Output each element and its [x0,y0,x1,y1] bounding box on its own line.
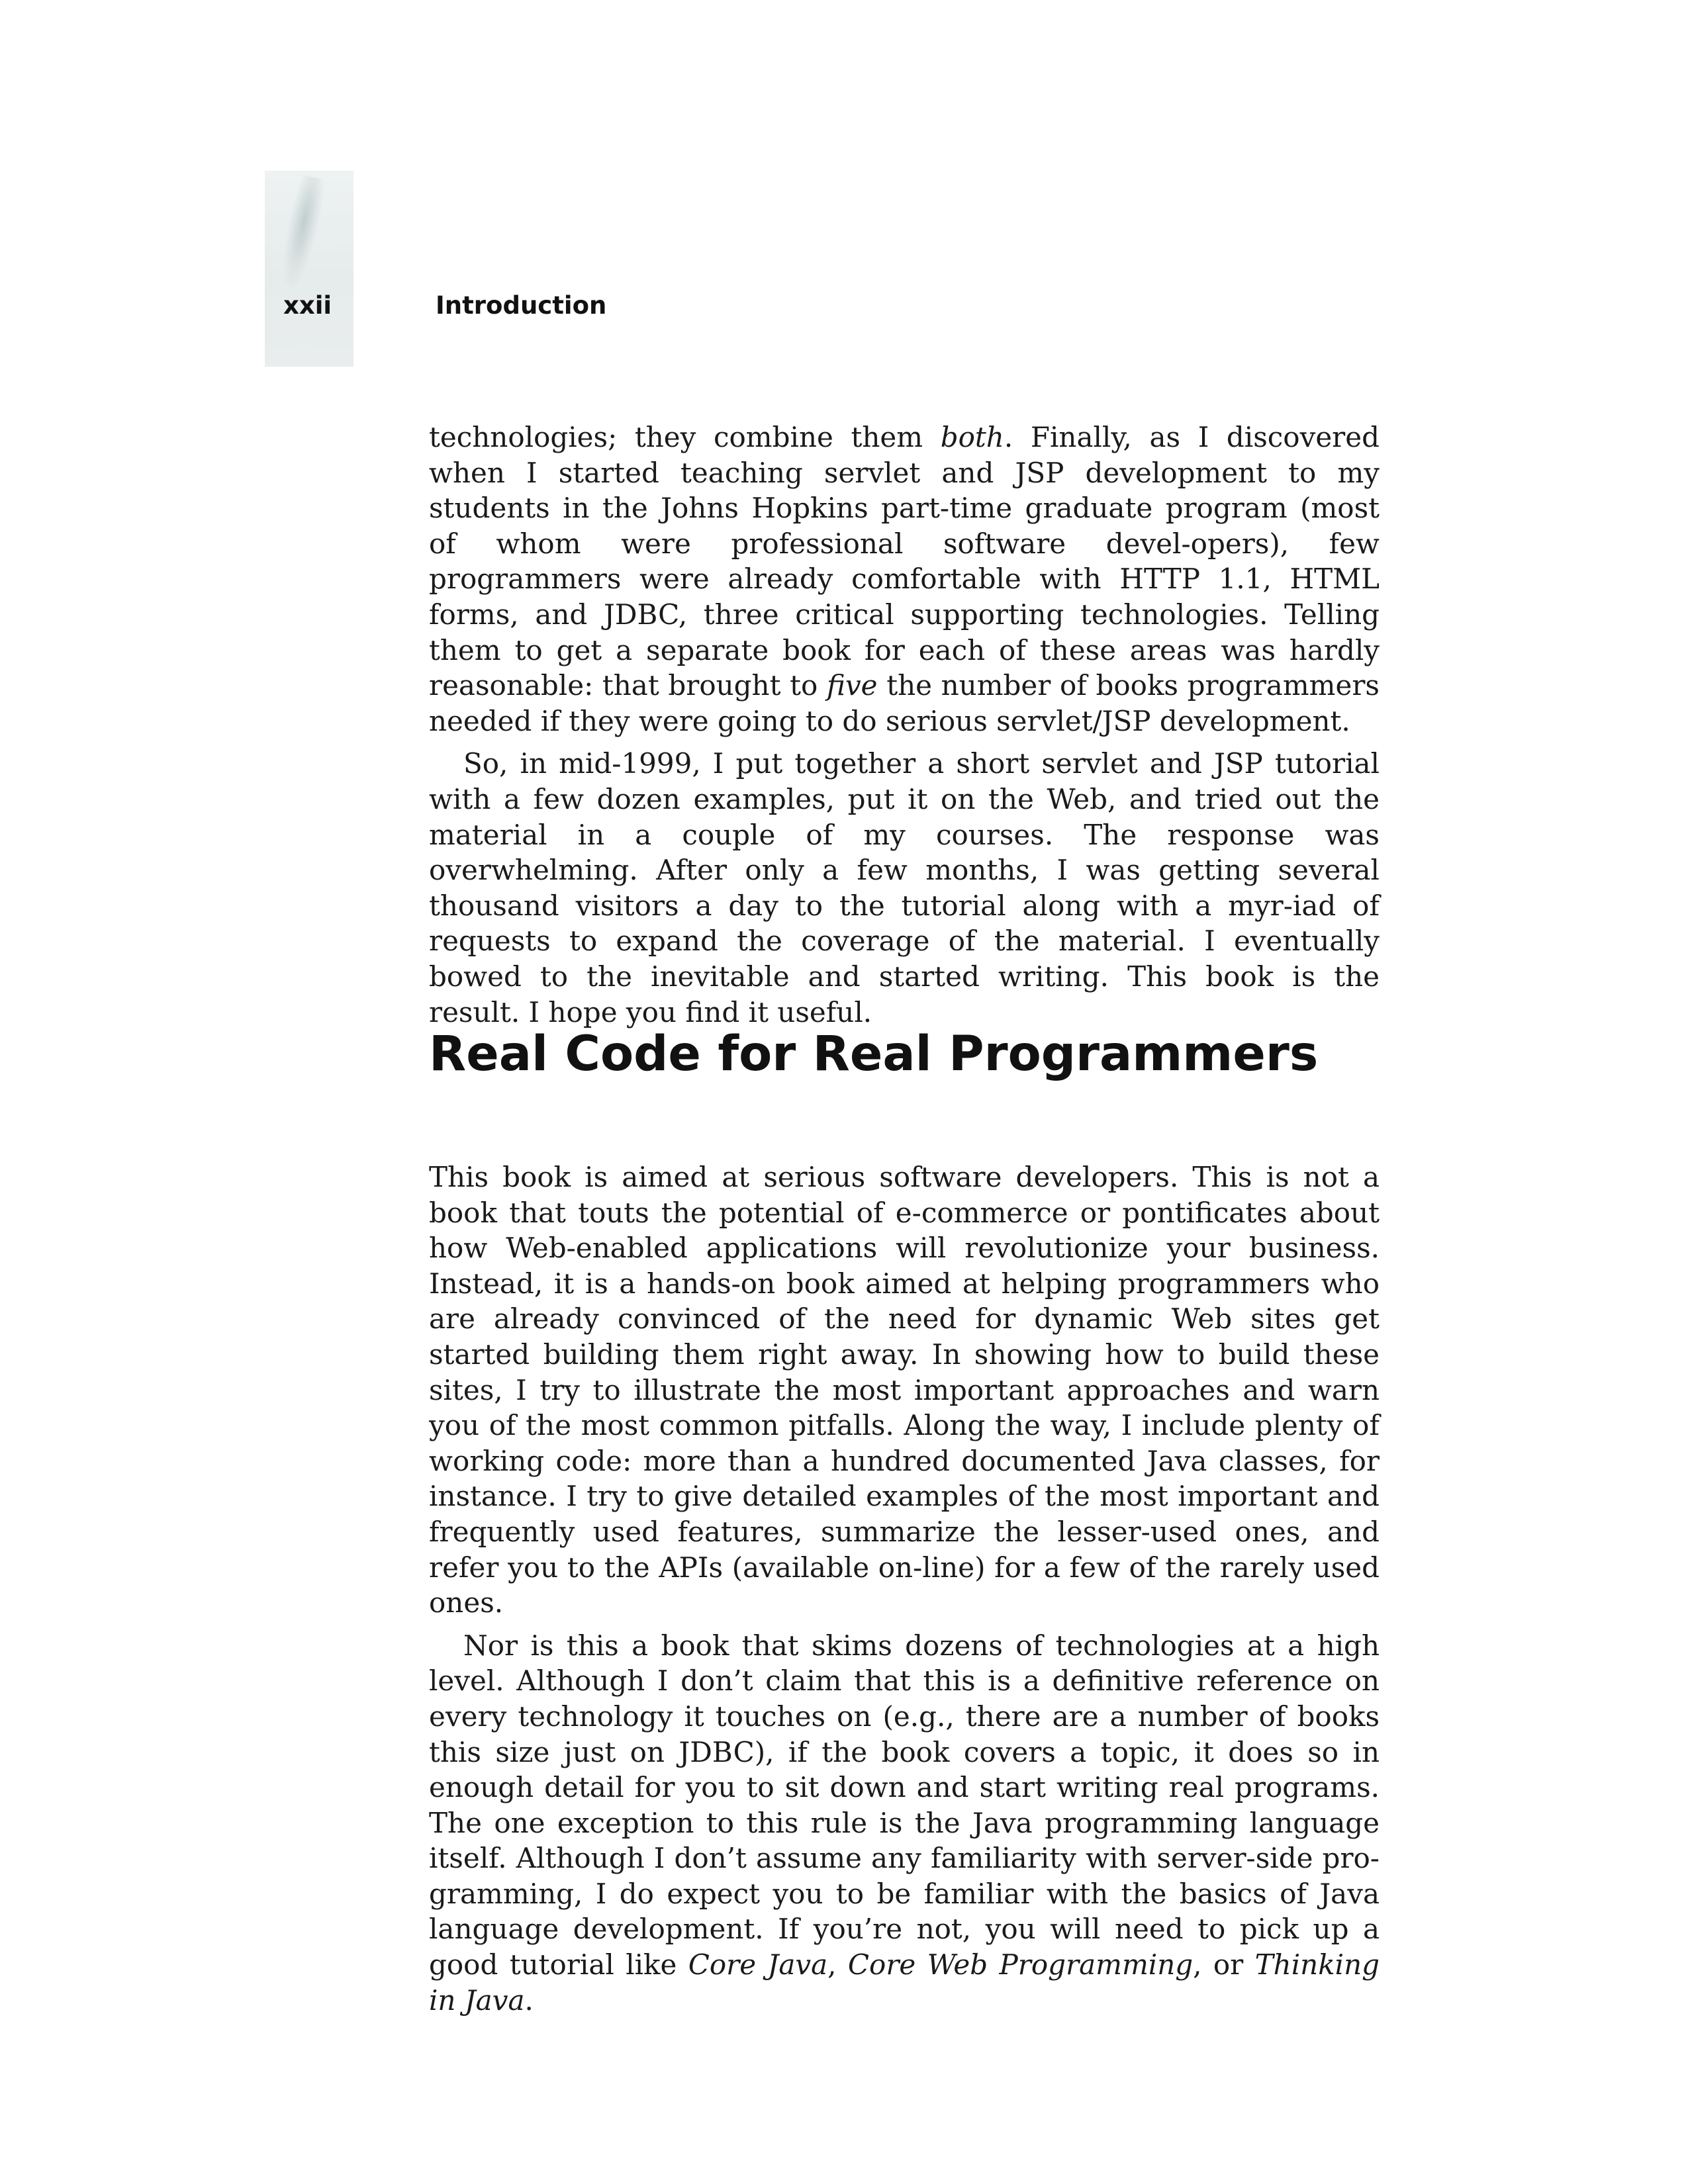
body-text-block-2 [429,1160,1380,2018]
paragraph: technologies; they combine them both. Finally, as I discovered when I started teaching servlet and JSP development to my students in the Johns Hopkins part-time graduate program (most of whom were professional software devel-opers), few programmers were already comfortable with HTTP 1.1, HTML forms, and JDBC, three critical supporting technologies. Telling them to get a separate book for each of these areas was hardly reasonable: that brought to five the number of books programmers needed if they were going to do serious servlet/JSP development. [429,421,1380,737]
paragraph: Nor is this a book that skims dozens of technologies at a high level. Although I don’t claim that this is a definitive reference on every technology it touches on (e.g., there are a number of books this size just on JDBC), if the book covers a topic, it does so in enough detail for you to sit down and start writing real programs. The one exception to this rule is the Java programming language itself. Although I don’t assume any familiarity with server-side pro-gramming, I do expect you to be familiar with the basics of Java language development. If you’re not, you will need to pick up a good tutorial like Core Java, Core Web Programming, or Thinking in Java. [429,1629,1380,2017]
body-text-block-1 [429,420,1380,1030]
page-tab-decoration [265,171,353,367]
running-head-title: Introduction [436,291,607,320]
section-heading: Real Code for Real Programmers [429,1026,1319,1082]
page-number: xxii [283,291,332,320]
paragraph: This book is aimed at serious software developers. This is not a book that touts the potential of e-commerce or pontificates about how Web-enabled applications will revolutionize your business. Instead, it is a hands-on book aimed at helping programmers who are already convinced of the need for dynamic Web sites get started building them right away. In showing how to build these sites, I try to illustrate the most important approaches and warn you of the most common pitfalls. Along the way, I include plenty of working code: more than a hundred documented Java classes, for instance. I try to give detailed examples of the most important and frequently used features, summarize the lesser-used ones, and refer you to the APIs (available on-line) for a few of the rarely used ones. [429,1161,1380,1619]
paragraph: So, in mid-1999, I put together a short servlet and JSP tutorial with a few dozen examples, put it on the Web, and tried out the material in a couple of my courses. The response was overwhelming. After only a few months, I was getting several thousand visitors a day to the tutorial along with a myr-iad of requests to expand the coverage of the material. I eventually bowed to the inevitable and started writing. This book is the result. I hope you find it useful. [429,747,1380,1028]
